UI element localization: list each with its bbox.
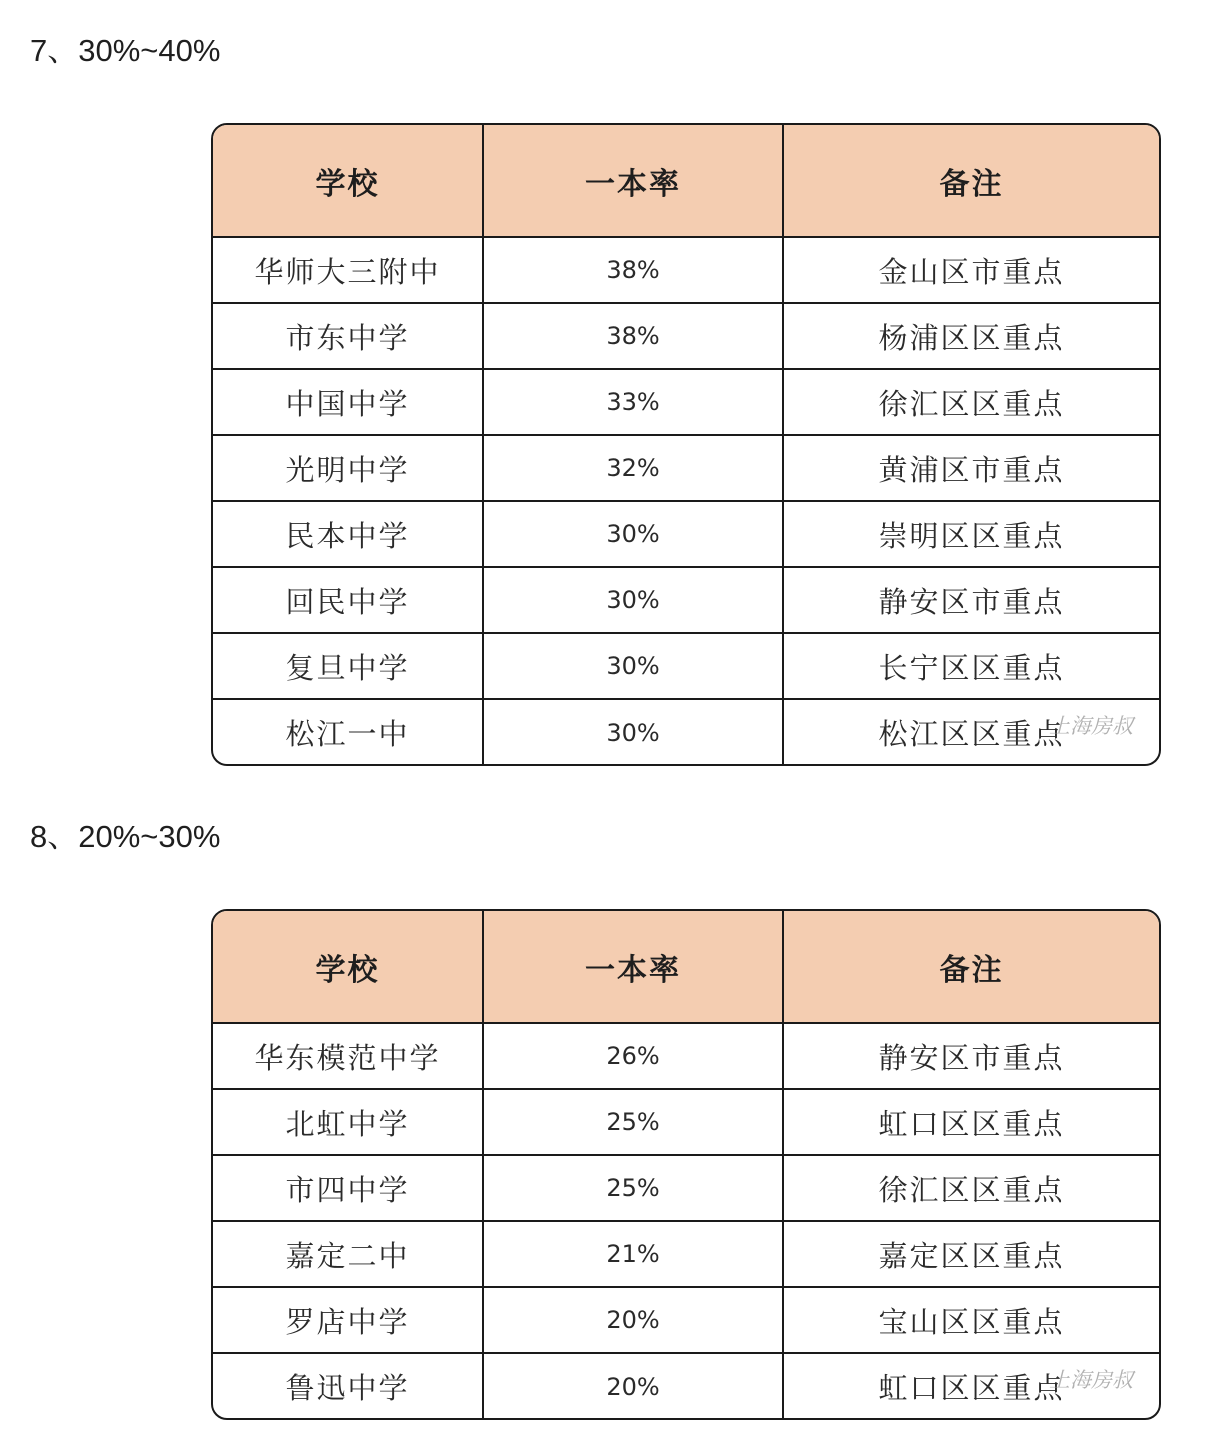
column-header-school: 学校 [213, 125, 483, 237]
header-row [213, 911, 1159, 1023]
school-table [211, 909, 1161, 1420]
rate-cell: 25% [483, 1089, 783, 1155]
section-heading: 7、30%~40% [30, 33, 221, 68]
school-cell: 北虹中学 [213, 1089, 483, 1155]
note-cell: 黄浦区市重点 [783, 435, 1159, 501]
table-row [213, 1155, 1159, 1221]
rate-cell: 33% [483, 369, 783, 435]
rate-cell: 30% [483, 567, 783, 633]
note-cell: 徐汇区区重点 [783, 369, 1159, 435]
rate-cell: 26% [483, 1023, 783, 1089]
column-header-rate: 一本率 [483, 125, 783, 237]
school-cell: 光明中学 [213, 435, 483, 501]
school-cell: 华东模范中学 [213, 1023, 483, 1089]
section-heading: 8、20%~30% [30, 819, 221, 854]
table [213, 125, 1159, 765]
rate-cell: 38% [483, 237, 783, 303]
note-cell: 崇明区区重点 [783, 501, 1159, 567]
rate-cell: 30% [483, 501, 783, 567]
school-cell: 市东中学 [213, 303, 483, 369]
rate-cell: 21% [483, 1221, 783, 1287]
school-cell: 松江一中 [213, 699, 483, 765]
note-cell: 徐汇区区重点 [783, 1155, 1159, 1221]
rate-cell: 32% [483, 435, 783, 501]
watermark: 上海房叔 [1049, 1368, 1133, 1392]
school-cell: 中国中学 [213, 369, 483, 435]
note-cell: 松江区区重点 [783, 699, 1159, 765]
school-cell: 鲁迅中学 [213, 1353, 483, 1419]
table-row [213, 1353, 1159, 1419]
school-cell: 民本中学 [213, 501, 483, 567]
rate-cell: 30% [483, 633, 783, 699]
school-cell: 回民中学 [213, 567, 483, 633]
note-cell: 静安区市重点 [783, 1023, 1159, 1089]
rate-cell: 20% [483, 1353, 783, 1419]
column-header-school: 学校 [213, 911, 483, 1023]
header-row [213, 125, 1159, 237]
note-cell: 嘉定区区重点 [783, 1221, 1159, 1287]
table-row [213, 633, 1159, 699]
note-cell: 虹口区区重点 [783, 1353, 1159, 1419]
table [213, 911, 1159, 1419]
table-row [213, 435, 1159, 501]
table-row [213, 501, 1159, 567]
note-cell: 静安区市重点 [783, 567, 1159, 633]
table-row [213, 369, 1159, 435]
table-row [213, 303, 1159, 369]
table-row [213, 1287, 1159, 1353]
school-cell: 罗店中学 [213, 1287, 483, 1353]
school-cell: 华师大三附中 [213, 237, 483, 303]
rate-cell: 25% [483, 1155, 783, 1221]
rate-cell: 38% [483, 303, 783, 369]
note-cell: 虹口区区重点 [783, 1089, 1159, 1155]
school-table [211, 123, 1161, 766]
table-row [213, 1089, 1159, 1155]
table-row [213, 567, 1159, 633]
column-header-rate: 一本率 [483, 911, 783, 1023]
note-cell: 宝山区区重点 [783, 1287, 1159, 1353]
column-header-note: 备注 [783, 125, 1159, 237]
note-cell: 金山区市重点 [783, 237, 1159, 303]
school-cell: 嘉定二中 [213, 1221, 483, 1287]
table-row [213, 699, 1159, 765]
watermark: 上海房叔 [1049, 714, 1133, 738]
table-row [213, 1023, 1159, 1089]
column-header-note: 备注 [783, 911, 1159, 1023]
table-row [213, 1221, 1159, 1287]
school-cell: 复旦中学 [213, 633, 483, 699]
table-row [213, 237, 1159, 303]
school-cell: 市四中学 [213, 1155, 483, 1221]
rate-cell: 20% [483, 1287, 783, 1353]
rate-cell: 30% [483, 699, 783, 765]
note-cell: 长宁区区重点 [783, 633, 1159, 699]
note-cell: 杨浦区区重点 [783, 303, 1159, 369]
